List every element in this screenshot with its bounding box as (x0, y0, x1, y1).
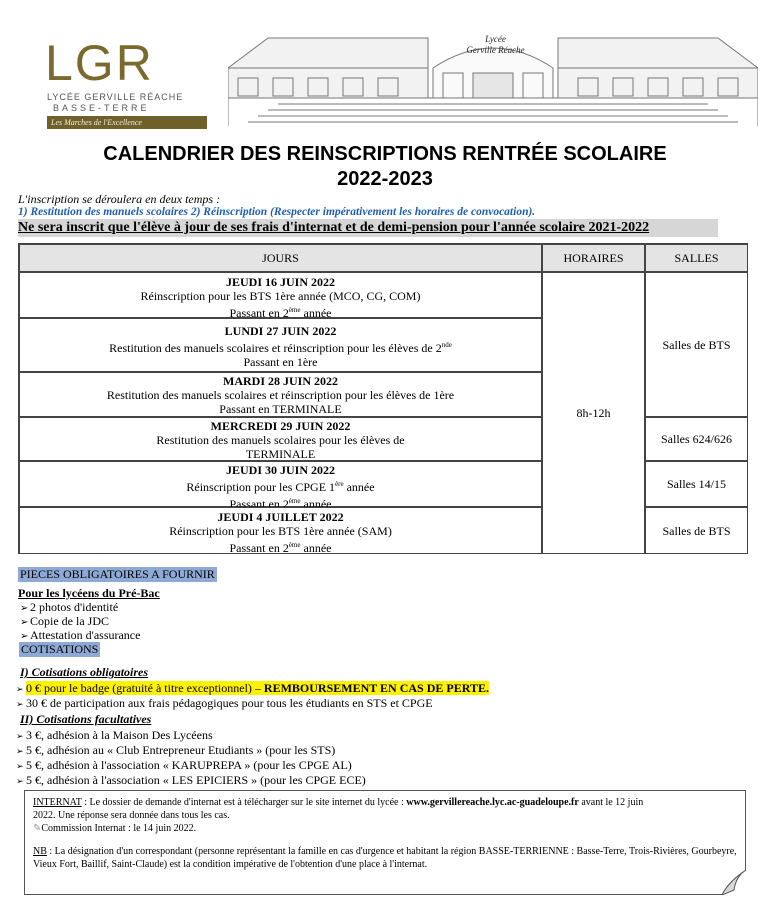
list-item: ➢ Attestation d'assurance (20, 628, 141, 642)
arrow-icon: ➢ (16, 746, 24, 756)
arrow-icon: ➢ (20, 617, 29, 628)
table-row (19, 318, 542, 372)
pieces-label: PIECES OBLIGATOIRES A FOURNIR (20, 567, 215, 581)
table-row (19, 272, 542, 318)
table-row (19, 461, 542, 511)
header-jours: JOURS (19, 244, 542, 272)
list-item: ➢ 0 € pour le badge (gratuité à titre exceptionnel) – REMBOURSEMENT EN CAS DE PERTE. (16, 681, 489, 695)
building-sign-line2: Gerville Réache (466, 45, 525, 55)
row-description: Restitution des manuels scolaires et réinscription pour les élèves de 1ère (106, 388, 455, 402)
commission-line: ✎Commission Internat : le 14 juin 2022. (33, 823, 197, 834)
page-curl-icon (722, 870, 746, 895)
header-salles: SALLES (645, 244, 748, 272)
arrow-icon: ➢ (16, 776, 24, 786)
arrow-icon: ➢ (16, 684, 24, 694)
arrow-icon: ➢ (16, 761, 24, 771)
building-sign-line1: Lycée (485, 34, 506, 44)
salle-cell: Salles de BTS (645, 507, 748, 554)
table-row (19, 417, 542, 461)
row-date: JEUDI 30 JUIN 2022 (225, 463, 335, 477)
row-description: Restitution des manuels scolaires pour les élèves de (156, 433, 405, 447)
arrow-icon: ➢ (16, 731, 24, 741)
internat-paragraph: INTERNAT : Le dossier de demande d'internat est à télécharger sur le site internet du lycée : www.gervillereache.lyc.ac-guadeloupe.fr avant le 12 juin (33, 797, 644, 808)
payment-notice: Ne sera inscrit que l'élève à jour de ses frais d'internat et de demi-pension pour l'année scolaire 2021-2022 (18, 219, 718, 237)
page-title-line1: CALENDRIER DES REINSCRIPTIONS RENTRÉE SCOLAIRE (103, 143, 667, 165)
salle-cell: Salles 14/15 (645, 461, 748, 507)
row-date: MARDI 28 JUIN 2022 (223, 374, 338, 388)
row-date: MERCREDI 29 JUIN 2022 (210, 419, 351, 433)
school-building-illustration (228, 28, 758, 126)
row-passant: Passant en 2ème année (229, 306, 332, 320)
row-date: JEUDI 16 JUIN 2022 (225, 275, 335, 289)
cotisations-facultatives-title: II) Cotisations facultatives (20, 712, 152, 726)
internat-line2: 2022. Une réponse sera donnée dans tous les cas. (33, 810, 230, 821)
prebac-subtitle: Pour les lycéens du Pré-Bac (18, 586, 160, 600)
row-description: Réinscription pour les BTS 1ère année (MCO, CG, COM) (140, 289, 421, 303)
school-logo (45, 36, 213, 128)
building-sign (438, 34, 553, 66)
intro-line: L'inscription se déroulera en deux temps : (18, 192, 221, 206)
page-title-line2: 2022-2023 (337, 168, 433, 190)
page-title (0, 142, 770, 192)
logo-school-name: LYCÉE GERVILLE RÉACHE (47, 92, 184, 102)
salle-cell: Salles 624/626 (645, 417, 748, 461)
cotisations-label: COTISATIONS (21, 642, 99, 656)
row-description: Restitution des manuels scolaires et réinscription pour les élèves de 2nde (109, 341, 452, 355)
arrow-icon: ➢ (20, 603, 29, 614)
list-item: ➢ 5 €, adhésion au « Club Entrepreneur Etudiants » (pour les STS) (16, 743, 336, 757)
list-item: ➢ 3 €, adhésion à la Maison Des Lycéens (16, 728, 213, 742)
row-passant: Passant en 1ère (243, 355, 318, 369)
row-date: JEUDI 4 JUILLET 2022 (217, 510, 344, 524)
list-item: ➢ 30 € de participation aux frais pédagogiques pour tous les étudiants en STS et CPGE (16, 696, 433, 710)
row-description: Réinscription pour les BTS 1ère année (SAM) (169, 524, 392, 538)
logo-tagline: Les Marches de l'Excellence (47, 116, 207, 129)
list-item: ➢ 5 €, adhésion à l'association « KARUPREPA » (pour les CPGE AL) (16, 758, 352, 772)
horaire-cell: 8h-12h (542, 272, 645, 554)
arrow-icon: ➢ (16, 699, 24, 709)
list-item: ➢ Copie de la JDC (20, 614, 109, 628)
site-link: www.gervillereache.lyc.ac-guadeloupe.fr (406, 797, 579, 808)
row-passant: Passant en 2ème année (229, 497, 332, 511)
salle-cell: Salles de BTS (645, 272, 748, 417)
list-item: ➢ 5 €, adhésion à l'association « LES EPICIERS » (pour les CPGE ECE) (16, 773, 366, 787)
schedule-table (18, 243, 748, 554)
row-passant: Passant en TERMINALE (219, 402, 342, 416)
nb-paragraph: NB : La désignation d'un correspondant (personne représentant la famille en cas d'urgence et habitant la région BASSE-TERRIENNE : Basse-Terre, Trois-Rivières, Gourbeyre, Vieux Fort, Baillif, Saint-Claude) est la condition impérative de l'obtention d'une place à l'internat. (33, 846, 737, 870)
header-horaires: HORAIRES (542, 244, 645, 272)
logo-letters: LGR (45, 35, 154, 91)
intro-steps: 1) Restitution des manuels scolaires 2) Réinscription (Respecter impérativement les horaires de convocation). (18, 206, 536, 218)
table-row (19, 372, 542, 417)
cotisations-obligatoires-title: I) Cotisations obligatoires (20, 665, 149, 679)
table-row (19, 507, 542, 554)
list-item: ➢ 2 photos d'identité (20, 600, 119, 614)
arrow-icon: ➢ (20, 631, 29, 642)
row-date: LUNDI 27 JUIN 2022 (224, 324, 337, 338)
internat-info-box (24, 790, 746, 895)
row-passant: TERMINALE (245, 447, 316, 461)
row-description: Réinscription pour les CPGE 1ère année (186, 480, 375, 494)
row-passant: Passant en 2ème année (229, 541, 332, 555)
pencil-icon: ✎ (33, 823, 42, 834)
logo-city: BASSE-TERRE (53, 103, 150, 113)
